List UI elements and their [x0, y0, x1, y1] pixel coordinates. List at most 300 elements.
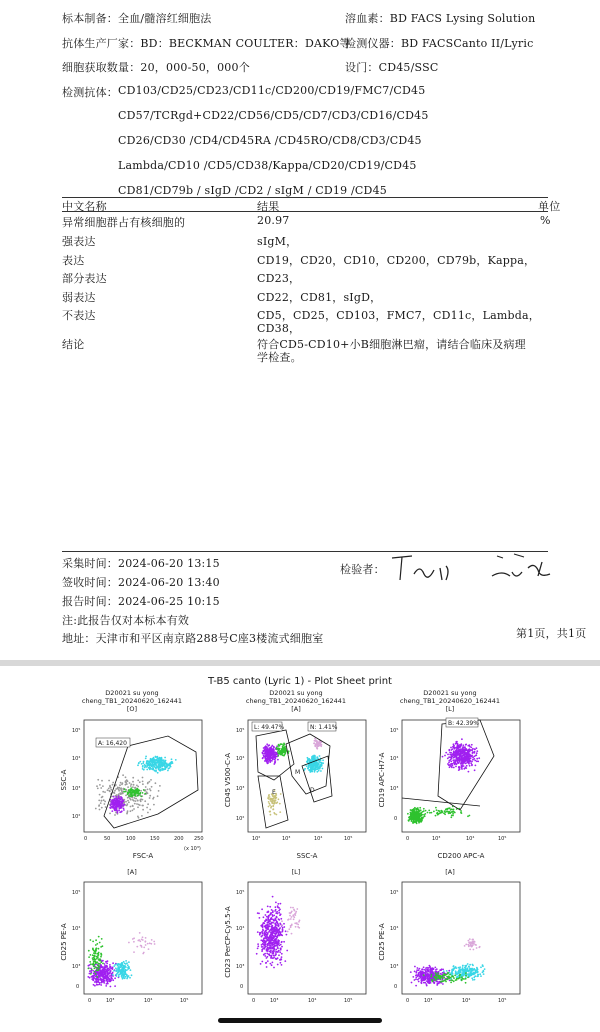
event-dot — [473, 758, 475, 760]
event-dot — [149, 797, 151, 799]
event-dot — [471, 968, 473, 970]
event-dot — [98, 948, 100, 950]
y-tick: 10³ — [72, 786, 81, 792]
event-dot — [453, 745, 455, 747]
event-dot — [261, 950, 263, 952]
x-axis-label: FSC-A — [132, 852, 154, 860]
y-tick: 10² — [236, 816, 245, 822]
event-dot — [143, 952, 145, 954]
event-dot — [419, 816, 421, 818]
event-dot — [129, 791, 131, 793]
event-dot — [279, 748, 281, 750]
event-dot — [437, 972, 439, 974]
event-dot — [266, 934, 268, 936]
lab-address: 地址：天津市和平区南京路288号C座3楼流式细胞室 — [62, 632, 324, 645]
cell-count: 细胞获取数量：20，000-50，000个 — [62, 61, 250, 74]
y-tick: 10⁴ — [390, 926, 399, 932]
x-tick: 50 — [104, 836, 111, 842]
event-dot — [269, 804, 271, 806]
event-dot — [435, 977, 437, 979]
event-dot — [420, 809, 422, 811]
event-dot — [273, 759, 275, 761]
event-dot — [436, 980, 438, 982]
event-dot — [123, 961, 125, 963]
event-dot — [308, 758, 310, 760]
event-dot — [99, 784, 101, 786]
event-dot — [461, 766, 463, 768]
x-axis-label: CD200 APC-A — [437, 852, 485, 860]
event-dot — [147, 764, 149, 766]
event-dot — [277, 745, 279, 747]
event-dot — [96, 961, 98, 963]
event-dot — [465, 944, 467, 946]
event-dot — [278, 924, 280, 926]
x-tick: 0 — [252, 998, 256, 1004]
event-dot — [105, 806, 107, 808]
event-dot — [472, 748, 474, 750]
y-tick: 10³ — [390, 964, 399, 970]
event-dot — [432, 980, 434, 982]
event-dot — [117, 810, 119, 812]
event-dot — [137, 780, 139, 782]
event-dot — [102, 791, 104, 793]
event-dot — [104, 980, 106, 982]
x-tick: 10⁵ — [344, 836, 353, 842]
event-dot — [145, 937, 147, 939]
event-dot — [457, 762, 459, 764]
event-dot — [161, 757, 163, 759]
event-dot — [109, 967, 111, 969]
event-dot — [96, 967, 98, 969]
event-dot — [269, 798, 271, 800]
event-dot — [450, 747, 452, 749]
event-dot — [459, 972, 461, 974]
event-dot — [291, 924, 293, 926]
event-dot — [466, 759, 468, 761]
event-dot — [274, 760, 276, 762]
event-dot — [453, 751, 455, 753]
event-dot — [272, 896, 274, 898]
event-dot — [156, 756, 158, 758]
patient-name: D20021 su yong — [423, 689, 477, 697]
event-dot — [447, 978, 449, 980]
gate-m-label: M — [295, 769, 301, 776]
event-dot — [115, 788, 117, 790]
x-tick: 10⁴ — [144, 998, 153, 1004]
event-dot — [457, 759, 459, 761]
event-dot — [101, 938, 103, 940]
parent-gate: [L] — [291, 868, 301, 876]
event-dot — [269, 761, 271, 763]
event-dot — [88, 950, 90, 952]
event-dot — [459, 966, 461, 968]
event-dot — [418, 969, 420, 971]
event-dot — [320, 770, 322, 772]
event-dot — [423, 974, 425, 976]
event-dot — [118, 809, 120, 811]
event-dot — [471, 946, 473, 948]
parent-gate: [O] — [126, 705, 138, 713]
x-tick: 10⁴ — [466, 836, 475, 842]
event-dot — [459, 749, 461, 751]
event-dot — [473, 949, 475, 951]
event-dot — [467, 963, 469, 965]
event-dot — [141, 815, 143, 817]
event-dot — [409, 819, 411, 821]
event-dot — [116, 802, 118, 804]
event-dot — [283, 926, 285, 928]
event-dot — [128, 802, 130, 804]
event-dot — [125, 960, 127, 962]
event-dot — [410, 816, 412, 818]
y-tick: 10⁴ — [72, 926, 81, 932]
event-dot — [118, 802, 120, 804]
event-dot — [313, 743, 315, 745]
event-dot — [273, 808, 275, 810]
home-indicator[interactable] — [218, 1018, 382, 1023]
event-dot — [469, 964, 471, 966]
event-dot — [314, 740, 316, 742]
event-dot — [106, 963, 108, 965]
event-dot — [461, 973, 463, 975]
event-dot — [462, 744, 464, 746]
event-dot — [412, 976, 414, 978]
x-axis-unit: (x 10³) — [184, 846, 201, 852]
event-dot — [169, 767, 171, 769]
x-tick: 10⁵ — [498, 998, 507, 1004]
plot-header — [62, 689, 202, 713]
inspector-label: 检验者： — [340, 563, 385, 576]
x-tick: 10³ — [106, 998, 115, 1004]
event-dot — [277, 753, 279, 755]
event-dot — [269, 944, 271, 946]
event-dot — [451, 767, 453, 769]
event-dot — [419, 807, 421, 809]
event-dot — [292, 907, 294, 909]
event-dot — [139, 793, 141, 795]
event-dot — [112, 974, 114, 976]
event-dot — [130, 969, 132, 971]
event-dot — [91, 969, 93, 971]
event-dot — [312, 755, 314, 757]
x-tick: 10⁵ — [180, 998, 189, 1004]
event-dot — [444, 974, 446, 976]
event-dot — [119, 784, 121, 786]
event-dot — [265, 919, 267, 921]
event-dot — [92, 976, 94, 978]
event-dot — [136, 946, 138, 948]
event-dot — [453, 767, 455, 769]
event-dot — [430, 968, 432, 970]
event-dot — [90, 963, 92, 965]
event-dot — [276, 951, 278, 953]
event-dot — [134, 803, 136, 805]
x-tick: 10² — [252, 836, 261, 842]
event-dot — [283, 743, 285, 745]
event-dot — [157, 772, 159, 774]
y-tick: 10⁵ — [390, 890, 399, 896]
event-dot — [476, 747, 478, 749]
file-name: cheng_TB1_20240620_162441 — [245, 697, 347, 705]
event-dot — [127, 968, 129, 970]
event-dot — [263, 938, 265, 940]
event-dot — [257, 948, 259, 950]
event-dot — [126, 803, 128, 805]
event-dot — [414, 979, 416, 981]
event-dot — [273, 937, 275, 939]
event-dot — [95, 939, 97, 941]
event-dot — [465, 972, 467, 974]
specimen-prep: 标本制备：全血/髓溶红细胞法 — [62, 12, 212, 25]
event-dot — [284, 746, 286, 748]
event-dot — [416, 817, 418, 819]
y-axis-label: CD25 PE-A — [378, 923, 386, 961]
event-dot — [318, 770, 320, 772]
event-dot — [449, 974, 451, 976]
event-dot — [273, 967, 275, 969]
event-dot — [263, 922, 265, 924]
event-dot — [157, 795, 159, 797]
event-dot — [258, 913, 260, 915]
event-dot — [130, 787, 132, 789]
event-dot — [443, 980, 445, 982]
event-dot — [443, 977, 445, 979]
event-dot — [263, 916, 265, 918]
event-dot — [271, 938, 273, 940]
event-dot — [274, 751, 276, 753]
col-header-unit: 单位 — [538, 200, 561, 213]
event-dot — [417, 807, 419, 809]
event-dot — [265, 747, 267, 749]
result-value-cont: CD38， — [257, 322, 301, 335]
event-dot — [440, 812, 442, 814]
event-dot — [93, 965, 95, 967]
event-dot — [151, 786, 153, 788]
event-dot — [94, 958, 96, 960]
event-dot — [468, 749, 470, 751]
event-dot — [450, 816, 452, 818]
event-dot — [469, 969, 471, 971]
event-dot — [113, 806, 115, 808]
event-dot — [477, 974, 479, 976]
event-dot — [141, 763, 143, 765]
parent-gate: [A] — [127, 868, 137, 876]
event-dot — [310, 766, 312, 768]
event-dot — [97, 965, 99, 967]
event-dot — [291, 911, 293, 913]
event-dot — [467, 976, 469, 978]
event-dot — [429, 966, 431, 968]
event-dot — [150, 790, 152, 792]
event-dot — [464, 768, 466, 770]
event-dot — [126, 813, 128, 815]
event-dot — [263, 954, 265, 956]
event-dot — [261, 925, 263, 927]
result-value: CD23， — [257, 272, 301, 285]
event-dot — [424, 813, 426, 815]
event-dot — [461, 762, 463, 764]
event-dot — [463, 971, 465, 973]
event-dot — [130, 799, 132, 801]
event-dot — [412, 822, 414, 824]
event-dot — [321, 762, 323, 764]
event-dot — [150, 758, 152, 760]
event-dot — [282, 931, 284, 933]
event-dot — [455, 967, 457, 969]
event-dot — [262, 946, 264, 948]
event-dot — [274, 944, 276, 946]
event-dot — [95, 944, 97, 946]
x-tick: 0 — [406, 998, 410, 1004]
event-dot — [114, 790, 116, 792]
event-dot — [276, 801, 278, 803]
event-dot — [277, 755, 279, 757]
event-dot — [138, 763, 140, 765]
event-dot — [133, 808, 135, 810]
event-dot — [476, 758, 478, 760]
event-dot — [315, 769, 317, 771]
event-dot — [272, 932, 274, 934]
event-dot — [468, 971, 470, 973]
event-dot — [319, 744, 321, 746]
event-dot — [465, 975, 467, 977]
event-dot — [290, 907, 292, 909]
event-dot — [103, 966, 105, 968]
event-dot — [152, 765, 154, 767]
result-unit: % — [540, 214, 551, 227]
event-dot — [267, 945, 269, 947]
event-dot — [429, 972, 431, 974]
event-dot — [268, 806, 270, 808]
event-dot — [149, 762, 151, 764]
event-dot — [279, 923, 281, 925]
event-dot — [304, 768, 306, 770]
event-dot — [416, 814, 418, 816]
event-dot — [418, 813, 420, 815]
event-dot — [468, 966, 470, 968]
event-dot — [462, 751, 464, 753]
event-dot — [144, 767, 146, 769]
event-dot — [458, 767, 460, 769]
event-dot — [441, 810, 443, 812]
event-dot — [270, 940, 272, 942]
event-dot — [112, 979, 114, 981]
event-dot — [161, 761, 163, 763]
event-dot — [102, 969, 104, 971]
event-dot — [268, 744, 270, 746]
event-dot — [257, 945, 259, 947]
event-dot — [132, 810, 134, 812]
event-dot — [130, 785, 132, 787]
event-dot — [482, 970, 484, 972]
y-tick: 10⁴ — [236, 926, 245, 932]
event-dot — [123, 809, 125, 811]
event-dot — [430, 976, 432, 978]
event-dot — [313, 757, 315, 759]
event-dot — [453, 811, 455, 813]
event-dot — [165, 760, 167, 762]
lysing-solution: 溶血素：BD FACS Lysing Solution — [345, 12, 536, 25]
event-dot — [459, 751, 461, 753]
event-dot — [472, 757, 474, 759]
event-dot — [153, 769, 155, 771]
event-dot — [413, 819, 415, 821]
event-dot — [469, 938, 471, 940]
event-dot — [125, 801, 127, 803]
event-dot — [273, 746, 275, 748]
event-dot — [113, 796, 115, 798]
event-dot — [139, 940, 141, 942]
event-dot — [282, 929, 284, 931]
event-dot — [464, 945, 466, 947]
event-dot — [274, 931, 276, 933]
result-value: CD5，CD25，CD103，FMC7，CD11c，Lambda， — [257, 309, 540, 322]
event-dot — [468, 753, 470, 755]
event-dot — [471, 749, 473, 751]
y-tick: 10⁴ — [390, 756, 399, 762]
y-axis-label: CD25 PE-A — [60, 923, 68, 961]
event-dot — [462, 969, 464, 971]
event-dot — [420, 979, 422, 981]
event-dot — [280, 793, 282, 795]
event-dot — [264, 934, 266, 936]
event-dot — [96, 943, 98, 945]
event-dot — [416, 809, 418, 811]
event-dot — [295, 911, 297, 913]
cd23-plot — [222, 878, 372, 1008]
y-tick: 10⁵ — [390, 728, 399, 734]
patient-name: D20021 su yong — [269, 689, 323, 697]
event-dot — [150, 768, 152, 770]
event-dot — [425, 810, 427, 812]
event-dot — [93, 984, 95, 986]
antibody-line: CD103/CD25/CD23/CD11c/CD200/CD19/FMC7/CD45 — [118, 84, 426, 97]
event-dot — [119, 974, 121, 976]
event-dot — [266, 911, 268, 913]
event-dot — [297, 924, 299, 926]
event-dot — [99, 984, 101, 986]
event-dot — [275, 754, 277, 756]
event-dot — [145, 944, 147, 946]
event-dot — [119, 792, 121, 794]
event-dot — [270, 948, 272, 950]
event-dot — [465, 762, 467, 764]
result-value: CD22，CD81，sIgD， — [257, 291, 382, 304]
event-dot — [453, 977, 455, 979]
event-dot — [423, 979, 425, 981]
event-dot — [281, 754, 283, 756]
y-tick: 0 — [394, 816, 398, 822]
event-dot — [257, 931, 259, 933]
event-dot — [96, 976, 98, 978]
result-value: 20.97 — [257, 214, 290, 227]
event-dot — [474, 944, 476, 946]
event-dot — [446, 970, 448, 972]
event-dot — [273, 955, 275, 957]
event-dot — [454, 763, 456, 765]
table-header-rule — [62, 211, 548, 212]
gate-n-label: N: 1.41% — [310, 724, 338, 731]
x-tick: 10⁴ — [308, 998, 317, 1004]
event-dot — [450, 982, 452, 984]
event-dot — [284, 960, 286, 962]
event-dot — [109, 971, 111, 973]
event-dot — [472, 964, 474, 966]
event-dot — [447, 809, 449, 811]
event-dot — [477, 761, 479, 763]
event-dot — [139, 800, 141, 802]
event-dot — [128, 961, 130, 963]
